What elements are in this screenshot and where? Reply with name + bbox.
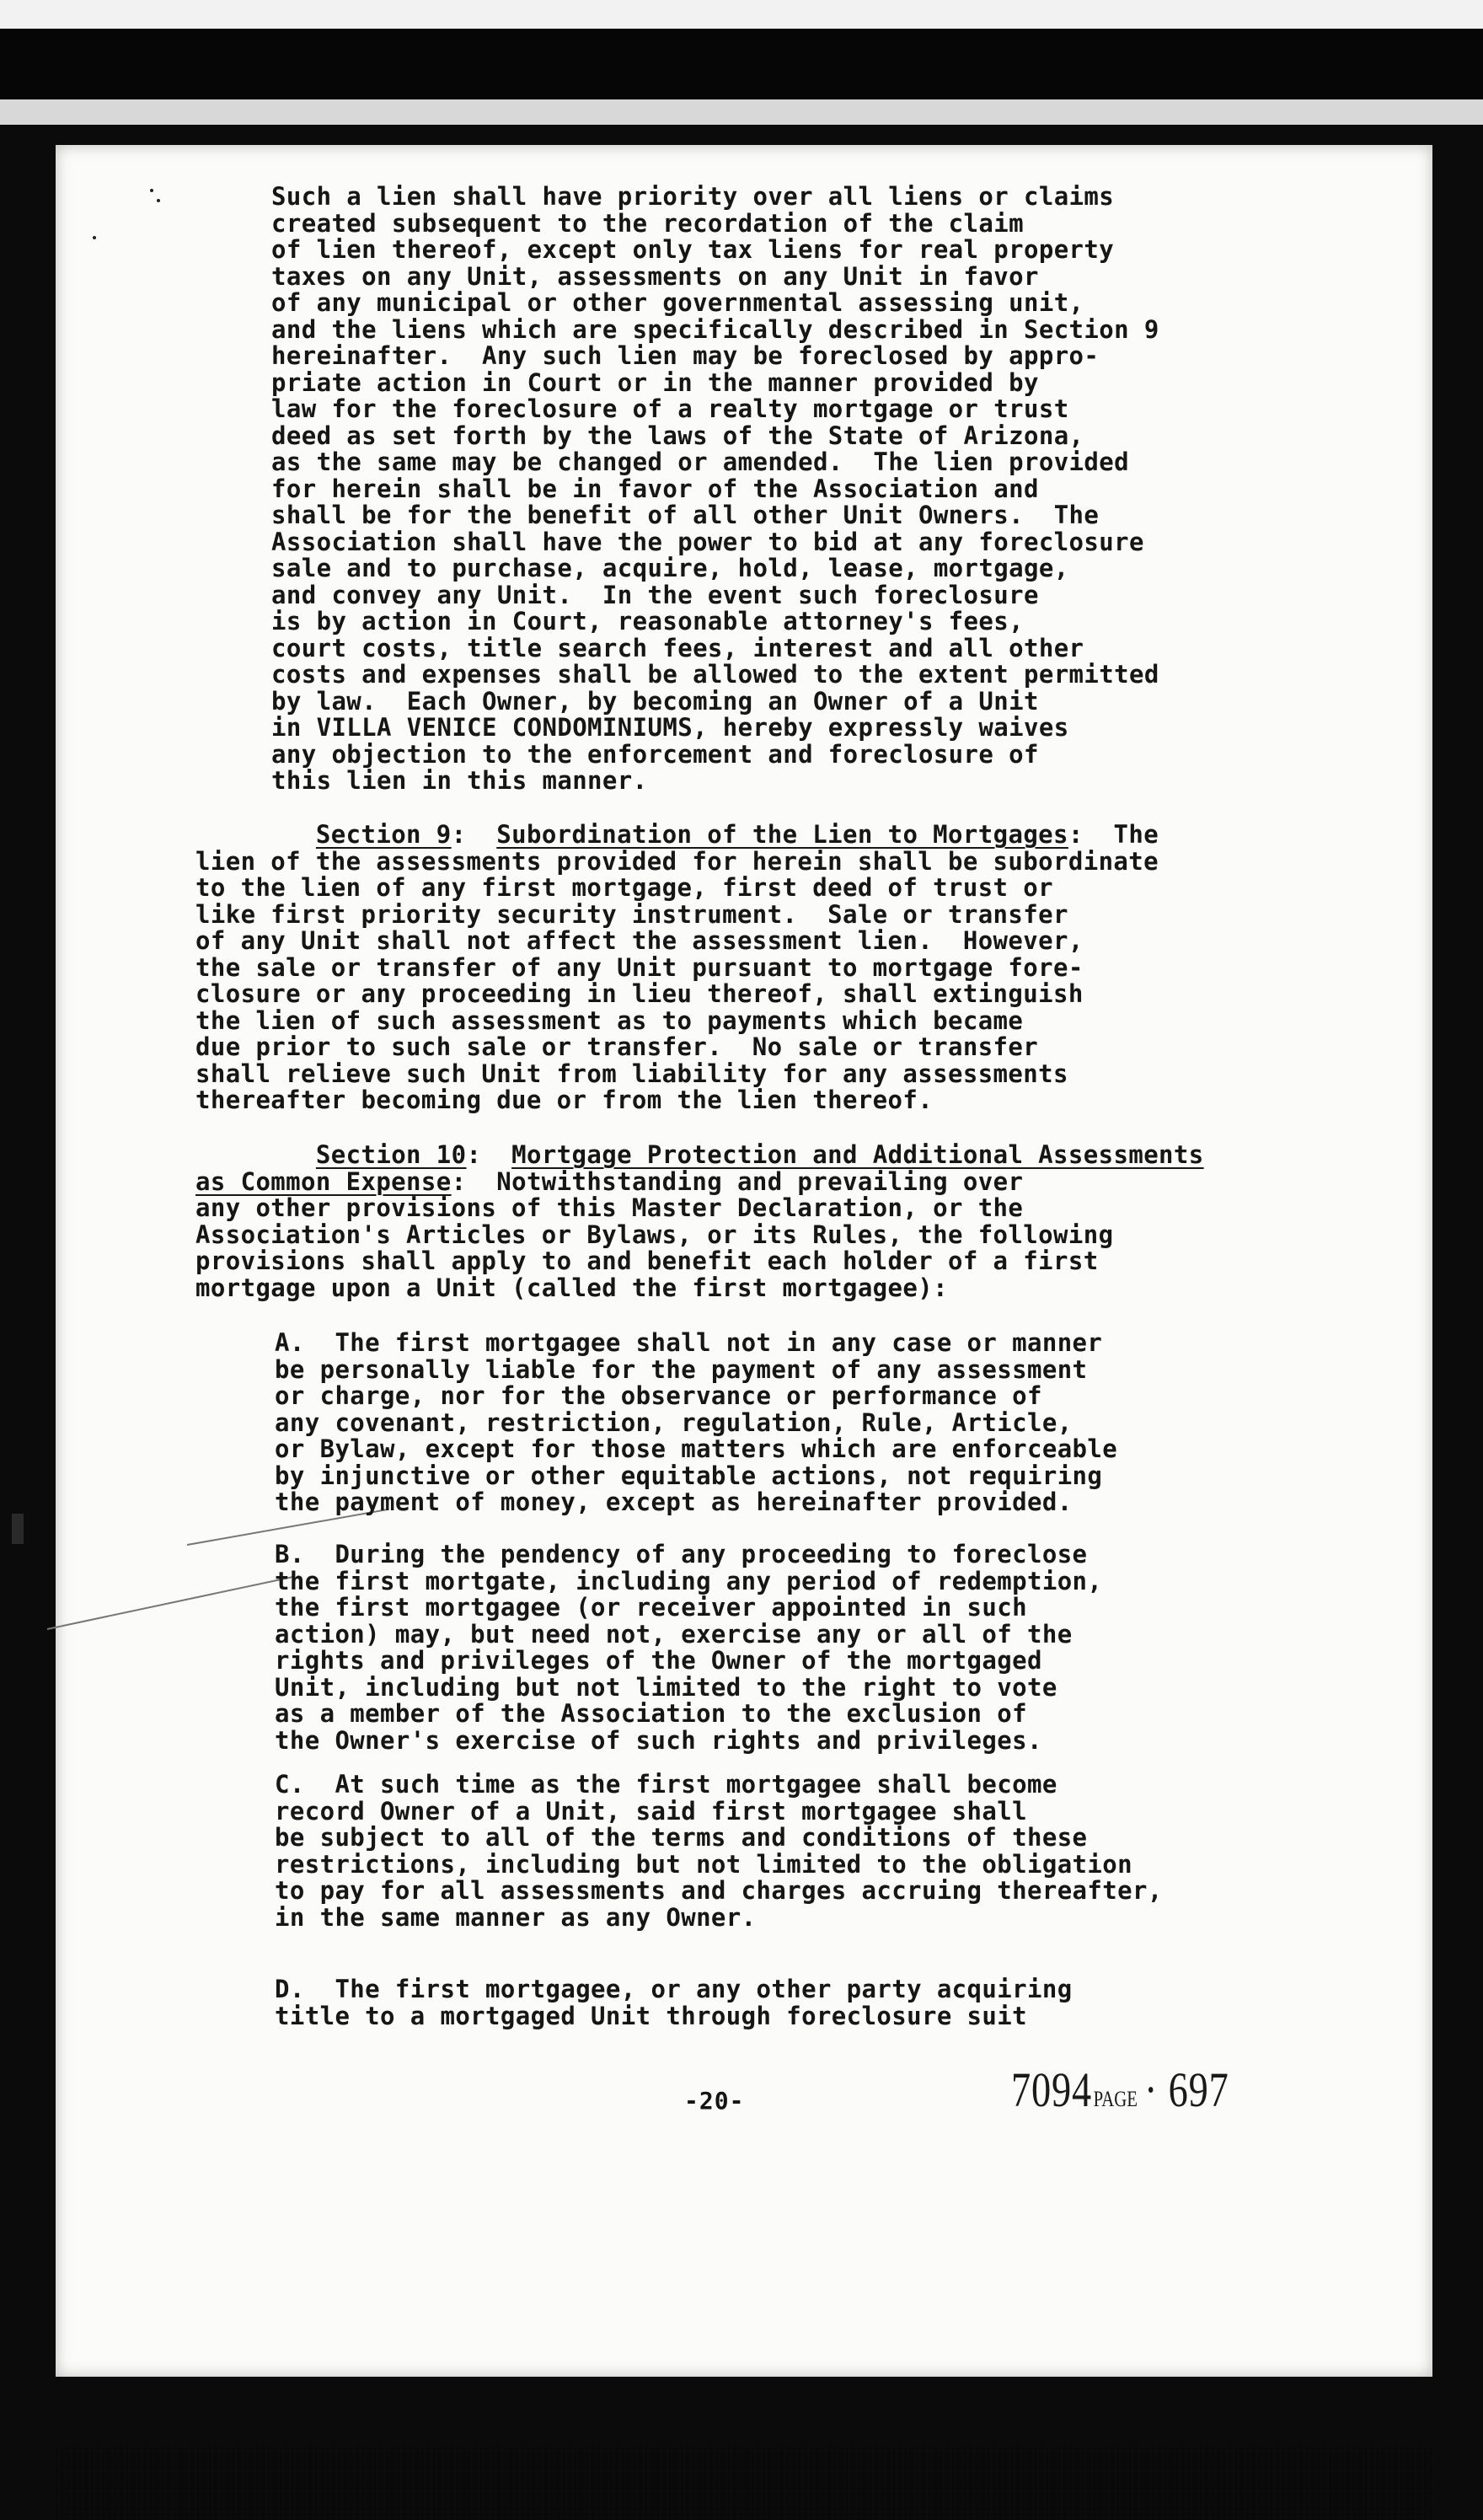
section-9-number: Section 9 (315, 820, 452, 849)
text-line: is by action in Court, reasonable attorney's fees, (271, 607, 1024, 635)
text-line: in VILLA VENICE CONDOMINIUMS, hereby expressly waives (271, 713, 1069, 742)
text-line: and convey any Unit. In the event such foreclosure (271, 580, 1039, 609)
text-line: any covenant, restriction, regulation, Rule, Article, (275, 1407, 1073, 1437)
text-line: rights and privileges of the Owner of the mortgaged (275, 1646, 1042, 1675)
text-line: C. At such time as the first mortgagee shall become (275, 1770, 1057, 1799)
text-line: by law. Each Owner, by becoming an Owner of a Unit (271, 686, 1039, 716)
text-line: by injunctive or other equitable actions, not requiring (275, 1461, 1103, 1490)
text-line: costs and expenses shall be allowed to the extent permitted (271, 660, 1159, 689)
heading-colon: : (451, 1166, 497, 1196)
section-9-heading-line (195, 822, 1159, 849)
text-line: of any Unit shall not affect the assessment lien. However, (195, 926, 1084, 955)
heading-colon: : (1068, 820, 1114, 849)
section-10 (195, 1142, 1204, 1301)
text-line: deed as set forth by the laws of the State of Arizona, (271, 421, 1084, 450)
paragraph-intro (271, 184, 1159, 795)
text-line: court costs, title search fees, interest and all other (271, 633, 1084, 662)
scan-top-band (0, 29, 1483, 105)
text-line: the sale or transfer of any Unit pursuant to mortgage fore- (195, 952, 1084, 982)
page-number: -20- (684, 2087, 745, 2115)
text-line: the first mortgagee (or receiver appointed in such (275, 1593, 1027, 1622)
scan-speck (150, 189, 153, 192)
text-line: title to a mortgaged Unit through foreclosure suit (275, 2001, 1027, 2030)
text-line: law for the foreclosure of a realty mortgage or trust (271, 394, 1069, 423)
text-line: action) may, but need not, exercise any or all of the (275, 1619, 1073, 1649)
text-line: the lien of such assessment as to payments which became (195, 1005, 1024, 1035)
section-10-second-line-tail: Notwithstanding and prevailing over (496, 1166, 1024, 1196)
item-b (275, 1541, 1102, 1754)
text-line: taxes on any Unit, assessments on any Unit in favor (271, 261, 1039, 291)
scan-bottom-noise (56, 2444, 1432, 2520)
text-line: thereafter becoming due or from the lien thereof. (195, 1086, 934, 1114)
section-10-title-line-1: Mortgage Protection and Additional Assessments (511, 1140, 1204, 1169)
book-page-stamp (1011, 2062, 1229, 2118)
section-10-heading-line-1 (195, 1142, 1204, 1169)
text-line: A. The first mortgagee shall not in any case or manner (275, 1328, 1103, 1357)
book-number: 7094 (1011, 2062, 1092, 2117)
item-a (275, 1330, 1117, 1516)
text-line: like first priority security instrument. Sale or transfer (195, 899, 1068, 929)
text-line: as the same may be changed or amended. The lien provided (271, 448, 1129, 476)
text-line: in the same manner as any Owner. (275, 1902, 757, 1932)
section-9-first-line-tail: The (1113, 820, 1159, 849)
scan-top-edge (0, 0, 1483, 29)
text-line: of any municipal or other governmental assessing unit, (271, 288, 1084, 317)
text-line: hereinafter. Any such lien may be foreclosed by appro- (271, 341, 1100, 370)
heading-colon: : (466, 1140, 512, 1169)
text-line: or charge, nor for the observance or performance of (275, 1381, 1042, 1410)
text-line: to the lien of any first mortgage, first deed of trust or (195, 873, 1053, 902)
text-line: and the liens which are specifically described in Section 9 (271, 314, 1159, 344)
section-9-body (195, 846, 1159, 1114)
text-line: the Owner's exercise of such rights and privileges. (275, 1725, 1042, 1755)
scan-speck (93, 236, 96, 239)
heading-colon: : (451, 820, 497, 849)
text-line: lien of the assessments provided for herein shall be subordinate (195, 846, 1159, 876)
text-line: Association's Articles or Bylaws, or its Rules, the following (195, 1220, 1114, 1249)
stamp-separator: · (1144, 2062, 1169, 2117)
text-line: due prior to such sale or transfer. No sale or transfer (195, 1032, 1039, 1061)
scan-speck (157, 199, 160, 202)
text-line: provisions shall apply to and benefit each holder of a first (195, 1247, 1099, 1275)
stamp-page-number: 697 (1168, 2062, 1229, 2117)
section-10-number: Section 10 (315, 1140, 467, 1169)
section-10-body (195, 1195, 1204, 1301)
section-9-title: Subordination of the Lien to Mortgages (496, 820, 1068, 849)
text-line: be personally liable for the payment of any assessment (275, 1354, 1088, 1384)
text-line: D. The first mortgagee, or any other party acquiring (275, 1975, 1073, 2003)
text-line: of lien thereof, except only tax liens for real property (271, 235, 1115, 264)
text-line: shall be for the benefit of all other Unit Owners. The (271, 501, 1100, 529)
text-line: for herein shall be in favor of the Association and (271, 474, 1039, 503)
text-line: record Owner of a Unit, said first mortgagee shall (275, 1796, 1027, 1826)
text-line: mortgage upon a Unit (called the first mortgagee): (195, 1273, 948, 1302)
text-line: priate action in Court or in the manner provided by (271, 367, 1039, 397)
scan-top-strip (0, 99, 1483, 125)
text-line: shall relieve such Unit from liability for any assessments (195, 1059, 1068, 1088)
text-line: the first mortgate, including any period of redemption, (275, 1566, 1103, 1595)
section-9 (195, 822, 1159, 1114)
text-line: closure or any proceeding in lieu thereof, shall extinguish (195, 979, 1084, 1008)
text-line: to pay for all assessments and charges accruing thereafter, (275, 1876, 1163, 1905)
text-line: restrictions, including but not limited to the obligation (275, 1849, 1132, 1879)
text-line: created subsequent to the recordation of the claim (271, 208, 1024, 238)
text-line: or Bylaw, except for those matters which are enforceable (275, 1434, 1118, 1463)
section-10-heading-line-2 (195, 1166, 1204, 1196)
text-line: any objection to the enforcement and foreclosure of (271, 739, 1039, 769)
item-c (275, 1772, 1163, 1931)
text-line: any other provisions of this Master Declaration, or the (195, 1193, 1024, 1222)
margin-mark (12, 1514, 24, 1544)
text-line: be subject to all of the terms and conditions of these (275, 1823, 1088, 1852)
text-line: the payment of money, except as hereinafter provided. (275, 1488, 1073, 1516)
text-line: Such a lien shall have priority over all liens or claims (271, 182, 1115, 211)
text-line: B. During the pendency of any proceeding to foreclose (275, 1540, 1088, 1568)
text-line: as a member of the Association to the exclusion of (275, 1699, 1027, 1728)
text-line: sale and to purchase, acquire, hold, lease, mortgage, (271, 554, 1069, 582)
margin-stroke (47, 1576, 295, 1630)
section-10-title-line-2: as Common Expense (195, 1166, 452, 1196)
page-label: PAGE (1093, 2087, 1138, 2111)
item-d (275, 1976, 1073, 2029)
text-line: Association shall have the power to bid at any foreclosure (271, 527, 1144, 556)
text-line: this lien in this manner. (271, 766, 648, 795)
text-line: Unit, including but not limited to the right to vote (275, 1672, 1057, 1702)
